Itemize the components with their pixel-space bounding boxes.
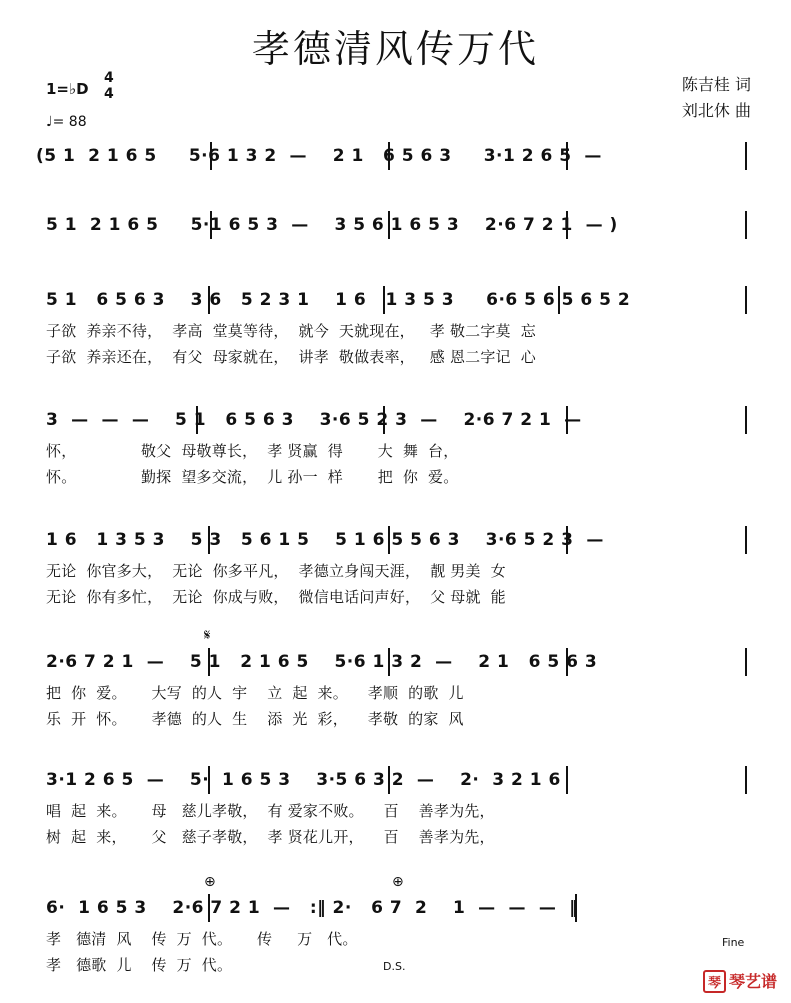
- lyrics-verse-1-line-6: 把 你 爱。 大写 的人 宇 立 起 来。 孝顺 的歌 儿: [46, 684, 464, 702]
- key-signature: 1=♭D: [46, 80, 89, 98]
- barline: [383, 286, 385, 314]
- notation-line-5: 1 6 1 3 5 3 5 3 5 6 1 5 5 1 6 5 5 6 3 3·6 5 2 3 —: [46, 530, 604, 550]
- site-logo: [703, 969, 777, 993]
- barline: [566, 211, 568, 239]
- barline: [558, 286, 560, 314]
- lyricist-credit: 陈吉桂 词: [681, 75, 751, 94]
- barline: [388, 766, 390, 794]
- barline: [745, 286, 747, 314]
- segno-sign: 𝄋: [204, 626, 211, 644]
- lyrics-verse-2-line-7: 树 起 来， 父 慈子孝敬， 孝 贤花儿开， 百 善孝为先，: [46, 828, 495, 846]
- barline: [383, 406, 385, 434]
- notation-line-1: (5 1 2 1 6 5 5·6 1 3 2 — 2 1 6 5 6 3 3·1 2 6 5 —: [36, 146, 602, 166]
- notation-line-7: 3·1 2 6 5 — 5· 1 6 5 3 3·5 6 3 2 — 2· 3 2 1 6: [46, 770, 561, 790]
- time-signature-bottom: 4: [104, 86, 114, 102]
- notation-line-3: 5 1 6 5 6 3 3 6 5 2 3 1 1 6 1 3 5 3 6·6 5 6 5 6 5 2: [46, 290, 631, 310]
- composer-credit: 刘北休 曲: [681, 101, 751, 120]
- song-title: 孝德清风传万代: [251, 27, 539, 71]
- lyrics-verse-2-line-8: 孝 德歌 儿 传 万 代。: [46, 956, 233, 974]
- barline: [208, 526, 210, 554]
- fine-marking: Fine: [722, 936, 745, 949]
- barline: [566, 766, 568, 794]
- barline: [745, 142, 747, 170]
- barline: [566, 142, 568, 170]
- barline: [208, 894, 210, 922]
- lyrics-verse-1-line-7: 唱 起 来。 母 慈儿孝敬， 有 爱家不败。 百 善孝为先，: [46, 802, 495, 820]
- tempo-marking: ♩= 88: [46, 114, 87, 130]
- logo-text: 琴艺谱: [728, 972, 777, 991]
- lyrics-verse-2-line-3: 子欲 养亲还在， 有父 母家就在， 讲孝 敬做表率， 感 恩二字记 心: [46, 348, 536, 366]
- barline: [745, 406, 747, 434]
- barline: [208, 286, 210, 314]
- notation-line-6: 2·6 7 2 1 — 5 1 2 1 6 5 5·6 1 3 2 — 2 1 6 5 6 3: [46, 652, 598, 672]
- barline: [196, 406, 198, 434]
- barline: [566, 648, 568, 676]
- lyrics-verse-2-line-6: 乐 开 怀。 孝德 的人 生 添 光 彩， 孝敬 的家 风: [46, 710, 464, 728]
- barline: [210, 211, 212, 239]
- barline: [566, 526, 568, 554]
- barline: [388, 211, 390, 239]
- time-signature-top: 4: [104, 70, 114, 86]
- barline: [208, 766, 210, 794]
- notation-line-8: 6· 1 6 5 3 2·6 7 2 1 — :‖ 2· 6 7 2 1 — — — ‖: [46, 898, 579, 918]
- logo-badge: 琴: [703, 970, 726, 993]
- coda-sign: ⊕: [204, 874, 216, 890]
- barline: [575, 894, 577, 922]
- barline: [745, 766, 747, 794]
- lyrics-verse-2-line-5: 无论 你有多忙， 无论 你成与败， 微信电话问声好， 父 母就 能: [46, 588, 506, 606]
- lyrics-verse-1-line-8: 孝 德清 风 传 万 代。 传 万 代。: [46, 930, 358, 948]
- barline: [745, 648, 747, 676]
- lyrics-verse-2-line-4: 怀。 勤探 望多交流， 儿 孙一 样 把 你 爱。: [46, 468, 459, 486]
- barline: [388, 142, 390, 170]
- lyrics-verse-1-line-5: 无论 你官多大， 无论 你多平凡， 孝德立身闯天涯， 靓 男美 女: [46, 562, 506, 580]
- barline: [388, 648, 390, 676]
- barline: [210, 142, 212, 170]
- notation-line-2: 5 1 2 1 6 5 5·1 6 5 3 — 3 5 6 1 6 5 3 2·6 7 2 1 — ): [46, 215, 618, 235]
- coda-sign: ⊕: [392, 874, 404, 890]
- barline: [566, 406, 568, 434]
- lyrics-verse-1-line-4: 怀， 敬父 母敬尊长， 孝 贤赢 得 大 舞 台，: [46, 442, 459, 460]
- barline: [388, 526, 390, 554]
- notation-line-4: 3 — — — 5 1 6 5 6 3 3·6 5 2 3 — 2·6 7 2 1 —: [46, 410, 582, 430]
- barline: [208, 648, 210, 676]
- lyrics-verse-1-line-3: 子欲 养亲不待， 孝高 堂莫等待， 就今 天就现在， 孝 敬二字莫 忘: [46, 322, 536, 340]
- barline: [745, 526, 747, 554]
- ds-marking: D.S.: [383, 960, 406, 973]
- barline: [745, 211, 747, 239]
